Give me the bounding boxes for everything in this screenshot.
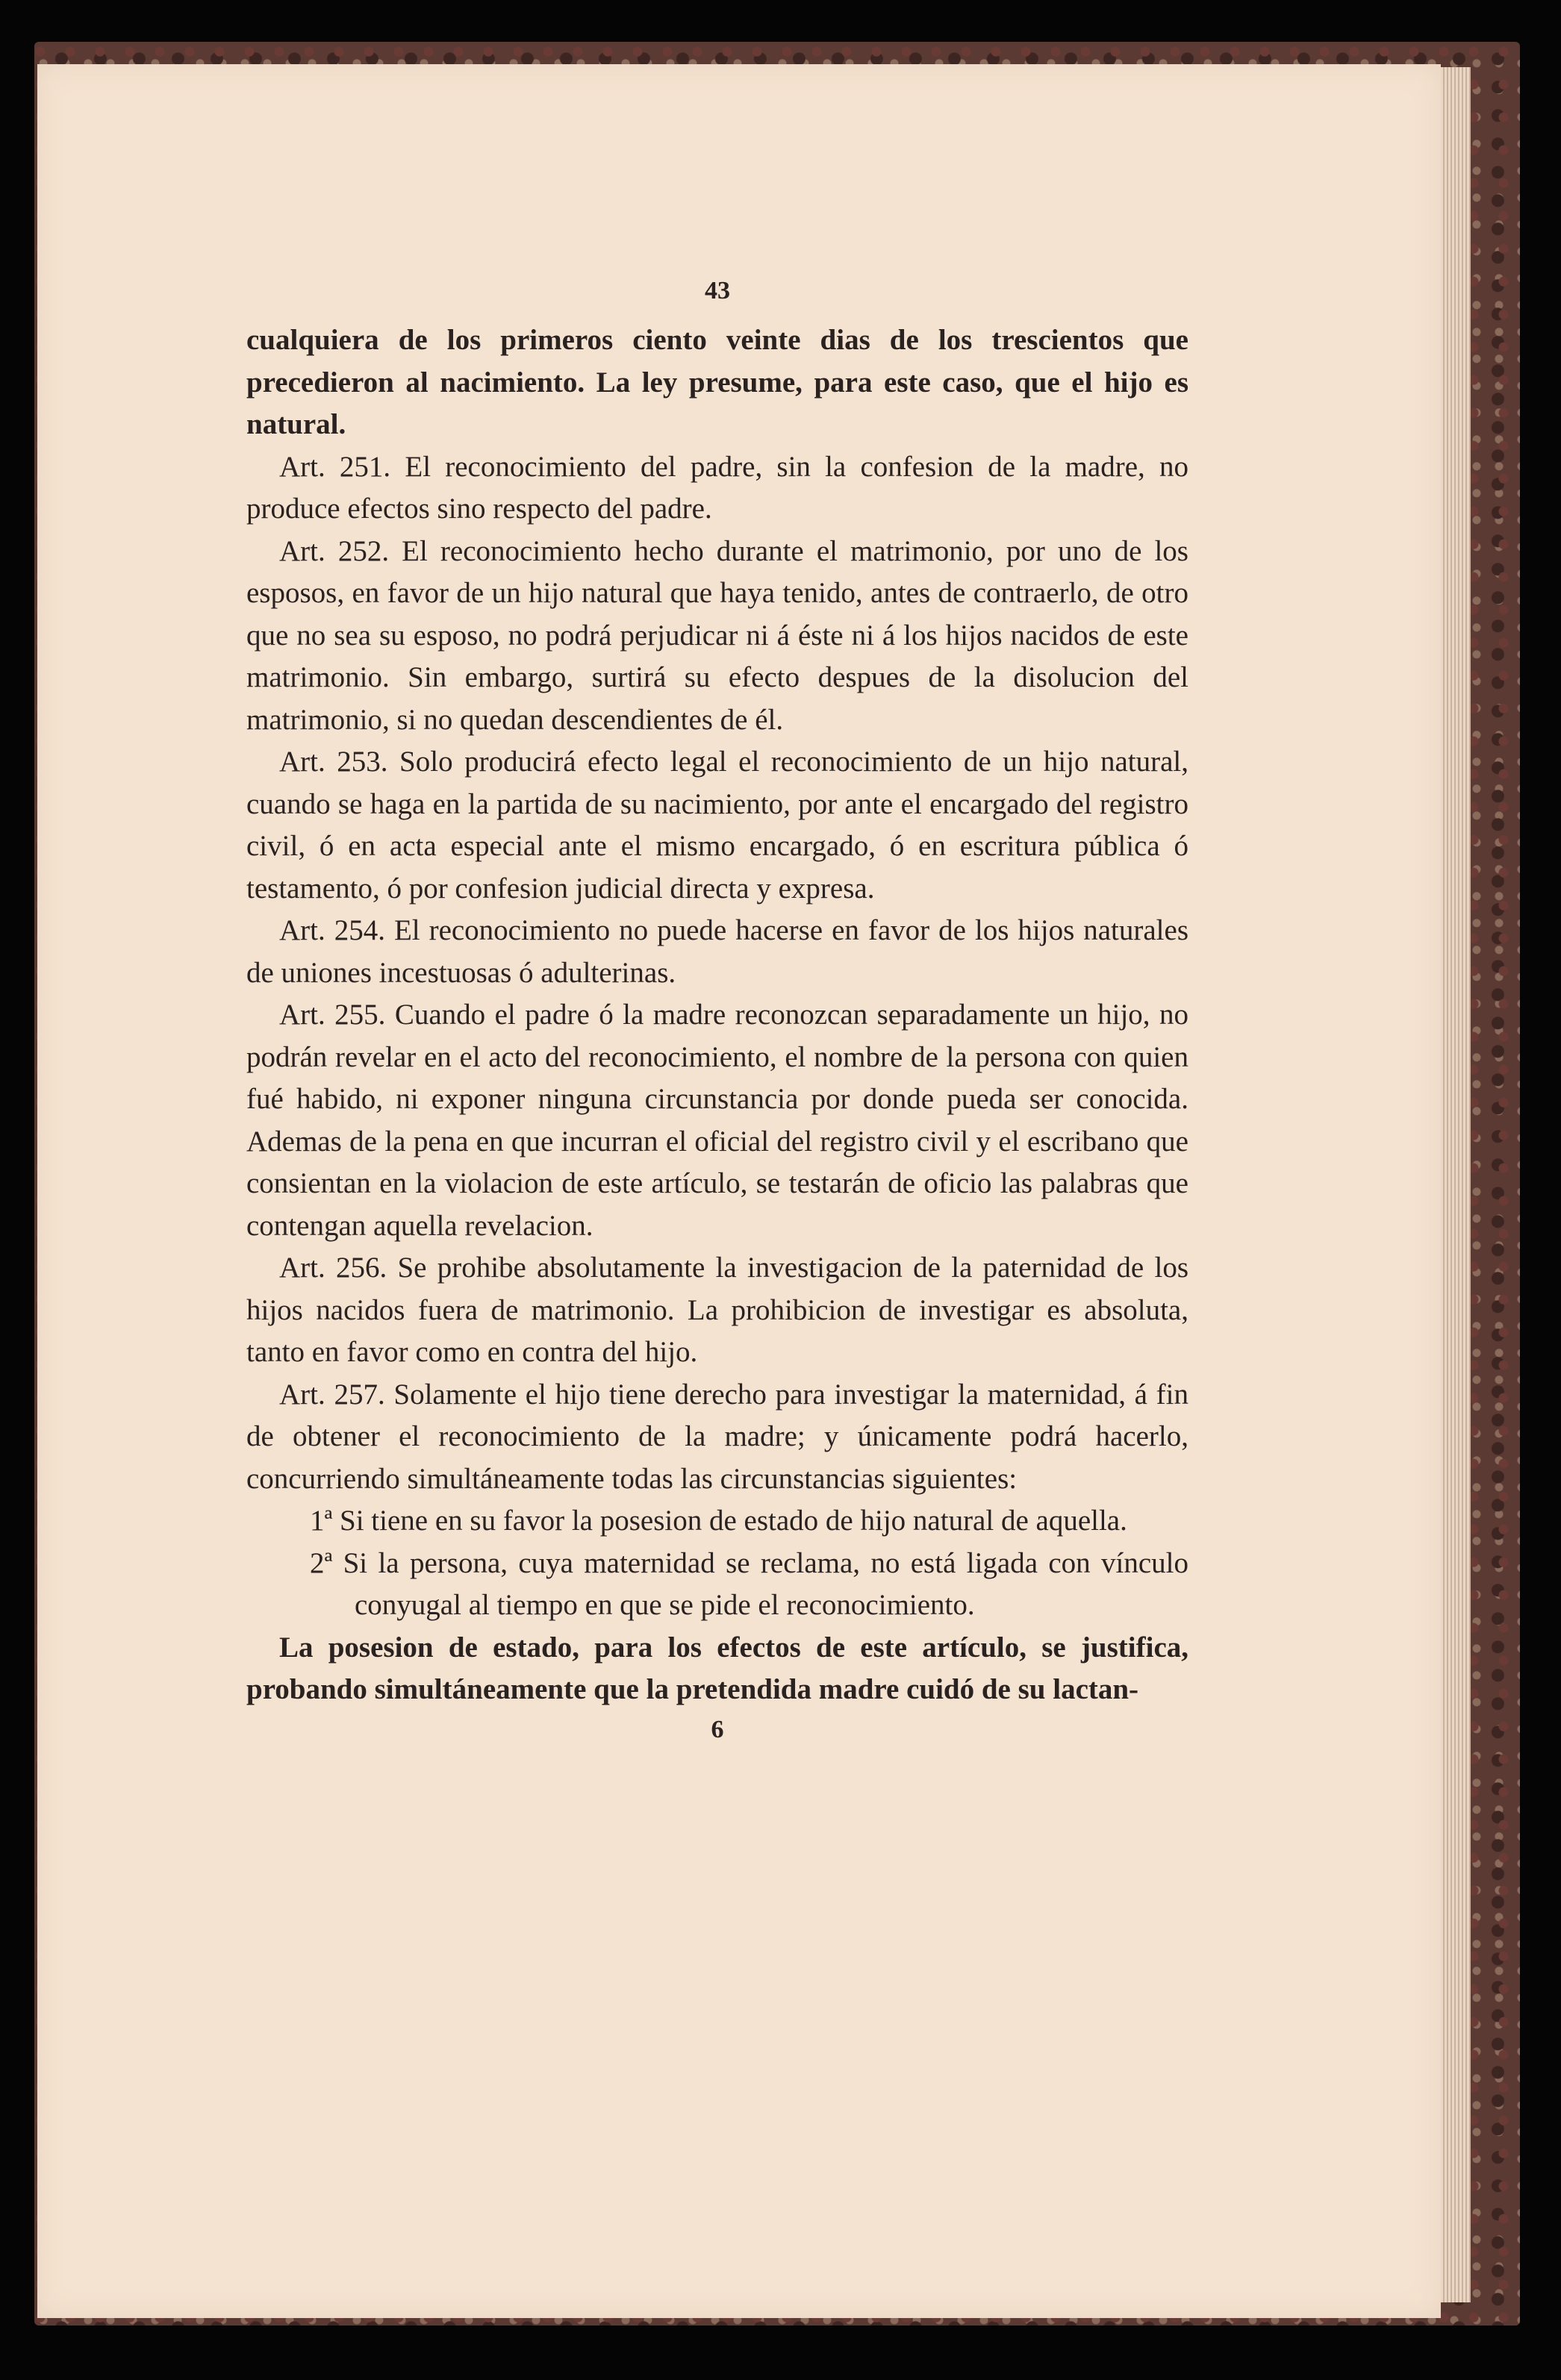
article-253: Art. 253. Solo producirá efecto legal el reconocimiento de un hijo natural, cuando se haga en la partida de su nacimiento, por ante el encargado del registro civil, ó en acta especial ante el mismo encargado, ó en escritura pública ó testamento, ó por confesion judicial directa y expresa.	[246, 746, 1188, 905]
article-254: Art. 254. El reconocimiento no puede hacerse en favor de los hijos naturales de uniones incestuosas ó adulterinas.	[246, 914, 1188, 989]
article-257: Art. 257. Solamente el hijo tiene derecho para investigar la maternidad, á fin de obtener el reconocimiento de la madre; y únicamente podrá hacerlo, concurriendo simultáneamente todas las circunstancias siguientes:	[246, 1378, 1188, 1495]
closing-paragraph: La posesion de estado, para los efectos de este artículo, se justifica, probando simultáneamente que la pretendida madre cuidó de su lactan-	[246, 1631, 1188, 1705]
article-251: Art. 251. El reconocimiento del padre, sin la confesion de la madre, no produce efectos sino respecto del padre.	[246, 450, 1188, 525]
condition-item-1: 1ª Si tiene en su favor la posesion de estado de hijo natural de aquella.	[310, 1505, 1127, 1537]
paragraph-continuation: cualquiera de los primeros ciento veinte dias de los trescientos que precedieron al nacimiento. La ley presume, para este caso, que el hijo es natural.	[246, 324, 1188, 440]
signature-mark: 6	[711, 1715, 724, 1743]
article-256: Art. 256. Se prohibe absolutamente la investigacion de la paternidad de los hijos nacidos fuera de matrimonio. La prohibicion de investigar es absoluta, tanto en favor como en contra del hijo.	[246, 1252, 1188, 1368]
article-255: Art. 255. Cuando el padre ó la madre reconozcan separadamente un hijo, no podrán revelar en el acto del reconocimiento, el nombre de la persona con quien fué habido, ni exponer ninguna circunstancia por donde pueda ser conocida. Ademas de la pena en que incurran el oficial del registro civil y el escribano que consientan en la violacion de este artículo, se testarán de oficio las palabras que contengan aquella revelacion.	[246, 999, 1188, 1242]
article-252: Art. 252. El reconocimiento hecho durante el matrimonio, por uno de los esposos, en favor de un hijo natural que haya tenido, antes de contraerlo, de otro que no sea su esposo, no podrá perjudicar ni á éste ni á los hijos nacidos de este matrimonio. Sin embargo, surtirá su efecto despues de la disolucion del matrimonio, si no quedan descendientes de él.	[246, 534, 1188, 736]
condition-item-2: 2ª Si la persona, cuya maternidad se reclama, no está ligada con vínculo conyugal al tiempo en que se pide el reconocimiento.	[310, 1546, 1188, 1621]
page-number: 43	[705, 277, 730, 304]
text-block	[246, 276, 1188, 1749]
